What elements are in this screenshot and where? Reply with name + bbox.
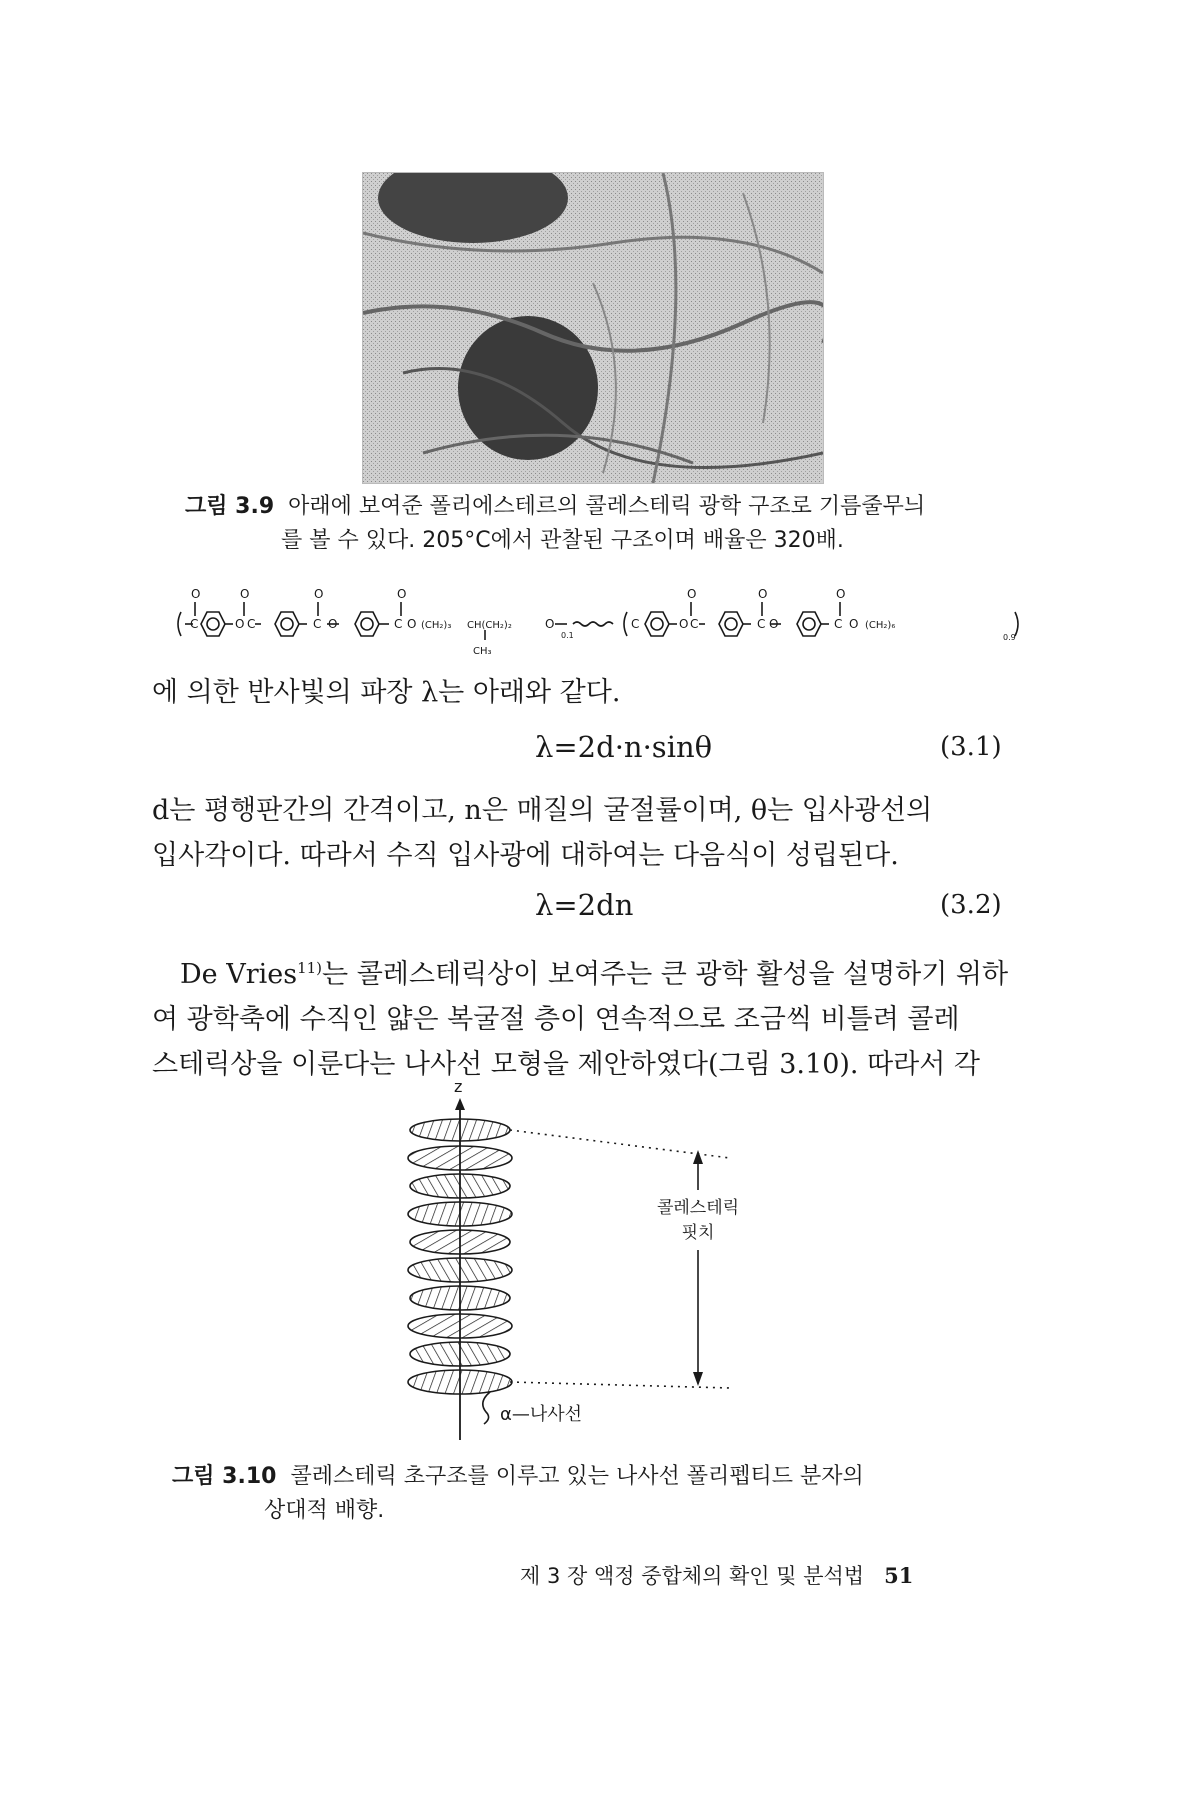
formula-atom: O bbox=[397, 587, 407, 601]
equation-3-1: λ=2d·n·sinθ bbox=[535, 730, 713, 764]
micrograph-image bbox=[363, 173, 823, 483]
helix-layer bbox=[410, 1342, 510, 1366]
formula-atom: O bbox=[836, 587, 846, 601]
figure-3-9-caption-line1: 아래에 보여준 폴리에스테르의 콜레스테릭 광학 구조로 기름줄무늬 bbox=[288, 494, 926, 519]
formula-group: CH₃ bbox=[473, 646, 492, 657]
helix-layer bbox=[410, 1174, 510, 1198]
chapter-title: 제 3 장 액정 중합체의 확인 및 분석법 bbox=[520, 1564, 865, 1588]
formula-atom: O bbox=[545, 617, 555, 631]
equation-3-2: λ=2dn bbox=[535, 888, 634, 922]
formula-atom: O bbox=[191, 587, 201, 601]
pitch-label-line2: 핏치 bbox=[681, 1223, 715, 1243]
formula-group: CH(CH₂)₂ bbox=[467, 620, 512, 631]
formula-atom: O bbox=[849, 617, 859, 631]
paragraph-2-line1: d는 평행판간의 간격이고, n은 매질의 굴절률이며, θ는 입사광선의 bbox=[152, 795, 933, 826]
formula-atom: O bbox=[240, 587, 250, 601]
figure-3-10-caption bbox=[172, 1460, 864, 1528]
page-number: 51 bbox=[884, 1563, 914, 1588]
pitch-label-line1: 콜레스테릭 bbox=[656, 1198, 740, 1218]
helix-pointer bbox=[483, 1392, 490, 1424]
formula-atom: O bbox=[328, 617, 338, 631]
alpha-helix-label: α—나사선 bbox=[500, 1404, 583, 1425]
formula-group: (CH₂)₃ bbox=[421, 620, 452, 631]
z-axis-arrow bbox=[455, 1098, 465, 1110]
formula-atom: C bbox=[631, 617, 640, 631]
figure-3-10-caption-line2: 상대적 배향. bbox=[264, 1498, 385, 1523]
figure-3-10-label: 그림 3.10 bbox=[172, 1464, 277, 1489]
figure-3-9-caption bbox=[185, 490, 925, 558]
paragraph-2-line2: 입사각이다. 따라서 수직 입사광에 대하여는 다음식이 성립된다. bbox=[152, 840, 899, 871]
paragraph-2 bbox=[152, 788, 1032, 878]
formula-atom: O bbox=[679, 617, 689, 631]
helix-layer bbox=[408, 1314, 512, 1338]
z-axis-label: z bbox=[454, 1080, 463, 1096]
paragraph-3-line1-text: 는 콜레스테릭상이 보여주는 큰 광학 활성을 설명하기 위하 bbox=[322, 959, 1009, 990]
formula-group: (CH₂)₆ bbox=[865, 620, 896, 631]
equation-3-2-number: (3.2) bbox=[940, 890, 1002, 920]
formula-atom: C bbox=[394, 617, 403, 631]
equation-3-1-number: (3.1) bbox=[940, 732, 1002, 762]
formula-atom: C bbox=[190, 617, 199, 631]
helix-layer bbox=[408, 1146, 512, 1170]
polyester-structure-formula bbox=[175, 572, 1025, 662]
micrograph-photo bbox=[362, 172, 824, 484]
formula-atom: O bbox=[407, 617, 417, 631]
figure-3-9-caption-line2: 를 볼 수 있다. 205°C에서 관찰된 구조이며 배율은 320배. bbox=[281, 528, 844, 553]
formula-atom: O bbox=[758, 587, 768, 601]
formula-atom: O bbox=[769, 617, 779, 631]
helix-layer bbox=[410, 1119, 510, 1141]
pitch-arrow-top bbox=[693, 1150, 703, 1164]
formula-subscript: 0.1 bbox=[561, 631, 574, 640]
paragraph-3 bbox=[152, 946, 1032, 1087]
helix-layer bbox=[408, 1258, 512, 1282]
formula-atom: O bbox=[687, 587, 697, 601]
paragraph-3-line1 bbox=[152, 946, 1032, 997]
formula-atom: C bbox=[834, 617, 843, 631]
helix-layer bbox=[408, 1370, 512, 1394]
cholesteric-helix-diagram bbox=[380, 1080, 800, 1450]
helix-layer bbox=[410, 1286, 510, 1310]
reference-marker: 11) bbox=[297, 959, 323, 977]
figure-3-9-label: 그림 3.9 bbox=[185, 494, 275, 519]
helix-layer bbox=[410, 1230, 510, 1254]
formula-atom: C bbox=[757, 617, 766, 631]
formula-atom: C bbox=[690, 617, 699, 631]
pitch-arrow-bottom bbox=[693, 1372, 703, 1386]
author-name: De Vries bbox=[180, 959, 298, 990]
formula-atom: C bbox=[313, 617, 322, 631]
formula-atom: C bbox=[247, 617, 256, 631]
formula-atom: O bbox=[235, 617, 245, 631]
paragraph-3-line2: 여 광학축에 수직인 얇은 복굴절 층이 연속적으로 조금씩 비틀려 콜레 bbox=[152, 1004, 960, 1035]
page-footer bbox=[520, 1560, 913, 1590]
formula-atom: O bbox=[314, 587, 324, 601]
formula-subscript: 0.9 bbox=[1003, 633, 1016, 642]
helix-layer bbox=[408, 1202, 512, 1226]
paragraph-1: 에 의한 반사빛의 파장 λ는 아래와 같다. bbox=[152, 677, 621, 708]
paragraph-3-line3: 스테릭상을 이룬다는 나사선 모형을 제안하였다(그림 3.10). 따라서 각 bbox=[152, 1049, 980, 1080]
figure-3-10-caption-line1: 콜레스테릭 초구조를 이루고 있는 나사선 폴리펩티드 분자의 bbox=[290, 1464, 864, 1489]
